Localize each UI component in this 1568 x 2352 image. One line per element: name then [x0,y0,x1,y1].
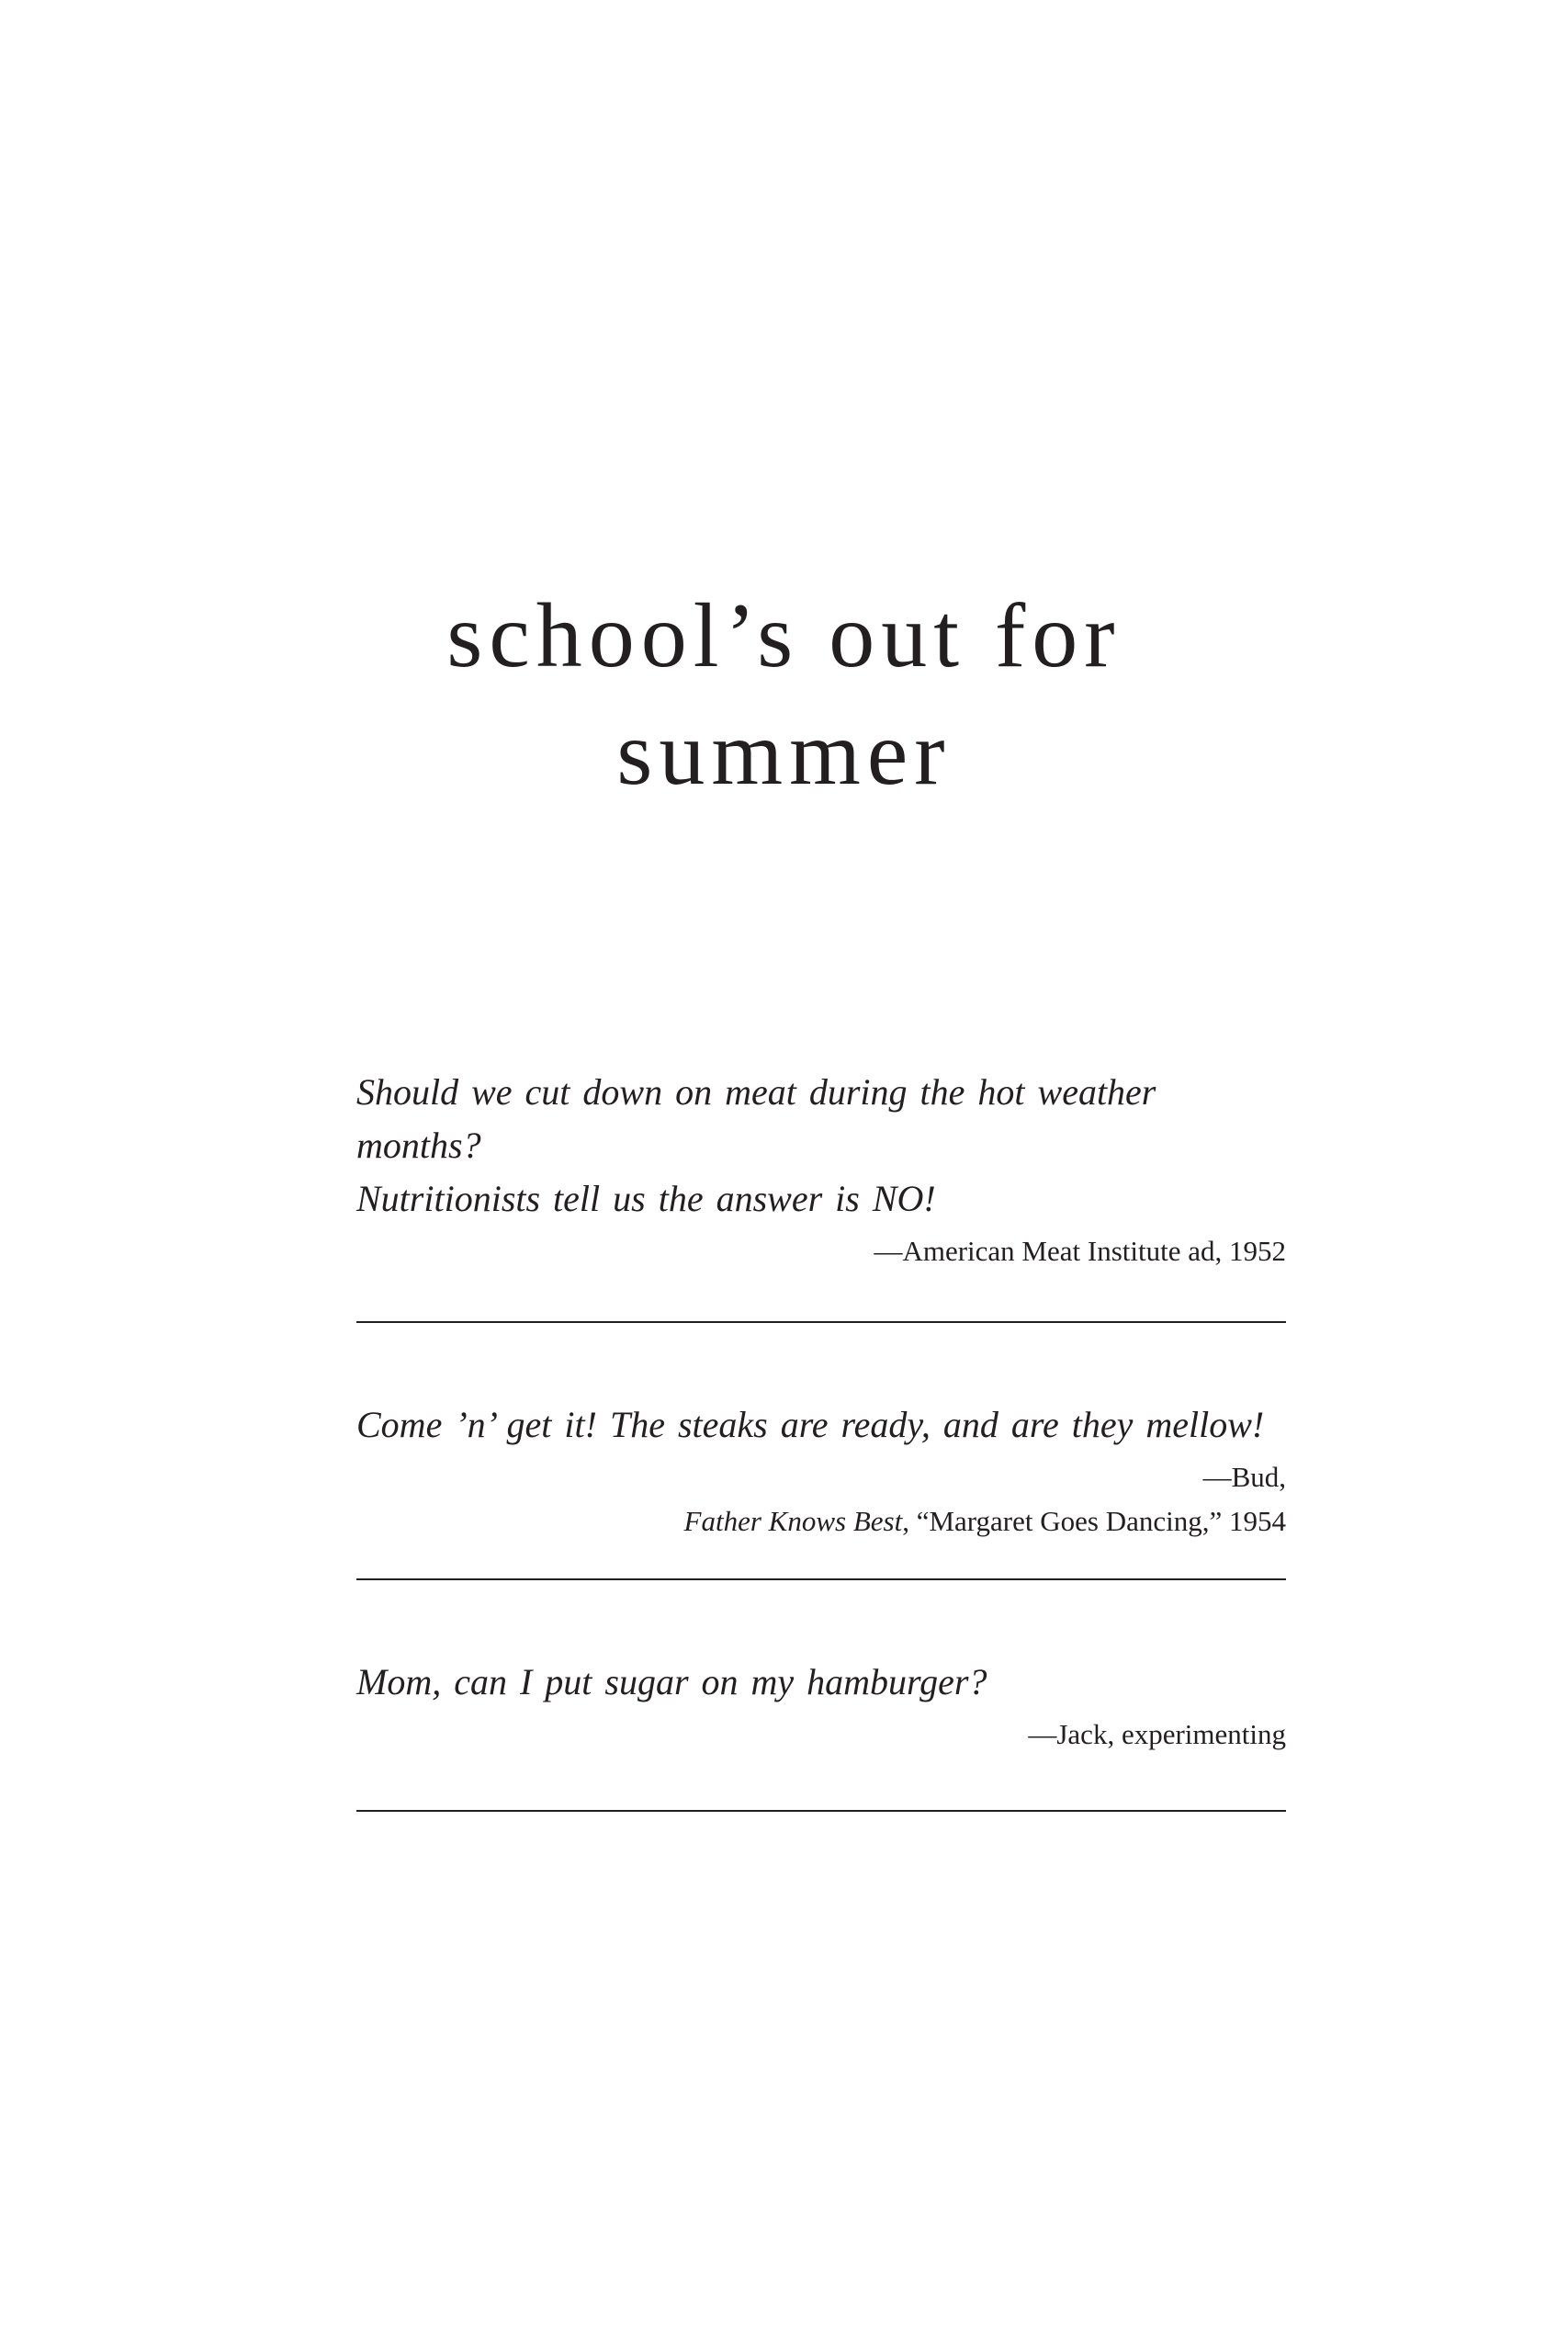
chapter-title-line-2: summer [616,702,952,804]
epigraph-3 [356,1656,1286,1757]
chapter-title-line-1: school’s out for [446,584,1122,686]
divider-rule-3 [356,1810,1286,1812]
epigraph-2-attribution-source [356,1499,1286,1544]
epigraph-1-quote-line-2: Nutritionists tell us the answer is NO! [356,1178,936,1219]
epigraph-1-quote-line-1: Should we cut down on meat during the hot weather months? [356,1071,1156,1166]
epigraph-2 [356,1398,1286,1544]
chapter-title [0,577,1568,812]
epigraph-2-attribution-work: Father Knows Best [683,1505,903,1537]
epigraph-1-quote [356,1066,1286,1226]
epigraph-1-attribution: —American Meat Institute ad, 1952 [874,1235,1286,1267]
divider-rule-1 [356,1321,1286,1323]
epigraph-1 [356,1066,1286,1273]
epigraph-3-quote: Mom, can I put sugar on my hamburger? [356,1661,987,1702]
epigraph-2-attribution-speaker: —Bud, [1202,1461,1286,1493]
epigraph-2-attribution-rest: , “Margaret Goes Dancing,” 1954 [902,1505,1286,1537]
epigraph-list [356,1066,1286,1812]
epigraph-2-quote: Come ’n’ get it! The steaks are ready, and are they mellow! [356,1404,1265,1445]
divider-rule-2 [356,1578,1286,1580]
epigraph-3-attribution: —Jack, experimenting [1028,1718,1286,1750]
